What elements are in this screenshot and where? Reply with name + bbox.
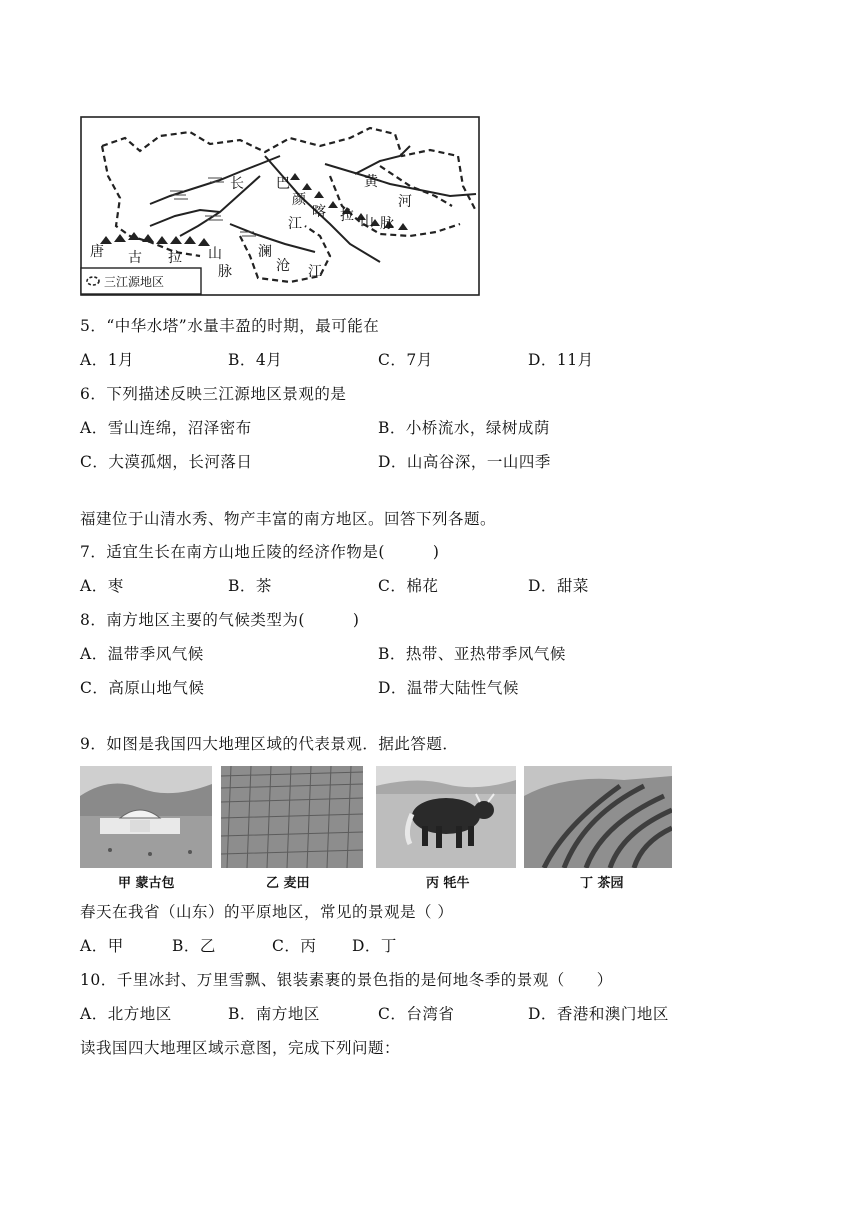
- q9-stem: 9．如图是我国四大地理区域的代表景观．据此答题．: [80, 735, 459, 753]
- svg-text:江: 江: [288, 216, 302, 232]
- q10-stem: 10．千里冰封、万里雪飘、银装素裹的景色指的是何地冬季的景观（ ）: [80, 971, 613, 989]
- caption-tea-garden: 丁 茶园: [580, 876, 624, 891]
- label-tang: 唐: [90, 244, 104, 260]
- caption-wheat-field: 乙 麦田: [266, 876, 310, 891]
- svg-text:沧: 沧: [276, 258, 290, 274]
- q10-option-d[interactable]: D．香港和澳门地区: [528, 1005, 669, 1023]
- q10-option-a[interactable]: A．北方地区: [80, 1005, 172, 1023]
- photo-yak: [376, 766, 516, 868]
- svg-text:巴: 巴: [276, 176, 290, 192]
- svg-text:黄: 黄: [364, 174, 378, 190]
- q6-option-d[interactable]: D．山高谷深，一山四季: [378, 453, 551, 471]
- q6-stem: 6．下列描述反映三江源地区景观的是: [80, 385, 347, 403]
- q7-option-c[interactable]: C．棉花: [378, 577, 439, 595]
- svg-text:河: 河: [398, 194, 412, 210]
- svg-text:拉: 拉: [340, 208, 354, 224]
- regions-intro: 读我国四大地理区域示意图，完成下列问题：: [80, 1039, 401, 1057]
- q5-stem: 5．“中华水塔”水量丰盈的时期，最可能在: [80, 317, 380, 335]
- svg-text:拉: 拉: [168, 250, 182, 266]
- q8-stem: 8．南方地区主要的气候类型为( ): [80, 611, 360, 629]
- q5-option-c[interactable]: C．7月: [378, 351, 433, 369]
- q9-question: 春天在我省（山东）的平原地区，常见的景观是（ ）: [80, 903, 454, 921]
- svg-text:江: 江: [308, 264, 322, 280]
- photo-wheat-field: [221, 766, 363, 868]
- svg-text:喀: 喀: [312, 204, 326, 220]
- q7-option-d[interactable]: D．甜菜: [528, 577, 589, 595]
- svg-text:长: 长: [230, 176, 244, 192]
- sanjiangyuan-map: [80, 116, 480, 296]
- map-legend: [81, 268, 201, 294]
- svg-text:颜: 颜: [292, 192, 306, 208]
- q9-option-a[interactable]: A．甲: [80, 937, 124, 955]
- photo-tea-garden: [524, 766, 672, 868]
- q8-option-a[interactable]: A．温带季风气候: [80, 645, 204, 663]
- q6-option-a[interactable]: A．雪山连绵，沼泽密布: [80, 419, 252, 437]
- q8-option-c[interactable]: C．高原山地气候: [80, 679, 205, 697]
- q8-option-d[interactable]: D．温带大陆性气候: [378, 679, 519, 697]
- svg-text:山: 山: [208, 246, 222, 262]
- q9-option-b[interactable]: B．乙: [172, 937, 216, 955]
- q6-option-b[interactable]: B．小桥流水，绿树成荫: [378, 419, 550, 437]
- svg-text:古: 古: [128, 250, 142, 266]
- q7-stem: 7．适宜生长在南方山地丘陵的经济作物是( ): [80, 543, 440, 561]
- svg-text:澜: 澜: [258, 244, 272, 260]
- q8-option-b[interactable]: B．热带、亚热带季风气候: [378, 645, 566, 663]
- q10-option-c[interactable]: C．台湾省: [378, 1005, 455, 1023]
- legend-text: 三江源地区: [104, 275, 165, 289]
- photo-yurt: [80, 766, 212, 868]
- q9-option-c[interactable]: C．丙: [272, 937, 317, 955]
- caption-yak: 丙 牦牛: [426, 876, 470, 891]
- svg-text:脉: 脉: [380, 216, 394, 232]
- q7-option-a[interactable]: A．枣: [80, 577, 124, 595]
- q9-option-d[interactable]: D．丁: [352, 937, 397, 955]
- q5-option-a[interactable]: A．1月: [80, 351, 135, 369]
- q5-option-d[interactable]: D．11月: [528, 351, 594, 369]
- q7-option-b[interactable]: B．茶: [228, 577, 272, 595]
- fujian-intro: 福建位于山清水秀、物产丰富的南方地区。回答下列各题。: [80, 510, 497, 528]
- svg-text:脉: 脉: [218, 264, 232, 280]
- caption-yurt: 甲 蒙古包: [118, 876, 175, 891]
- svg-text:山: 山: [360, 214, 374, 230]
- q6-option-c[interactable]: C．大漠孤烟，长河落日: [80, 453, 253, 471]
- q5-option-b[interactable]: B．4月: [228, 351, 283, 369]
- q10-option-b[interactable]: B．南方地区: [228, 1005, 320, 1023]
